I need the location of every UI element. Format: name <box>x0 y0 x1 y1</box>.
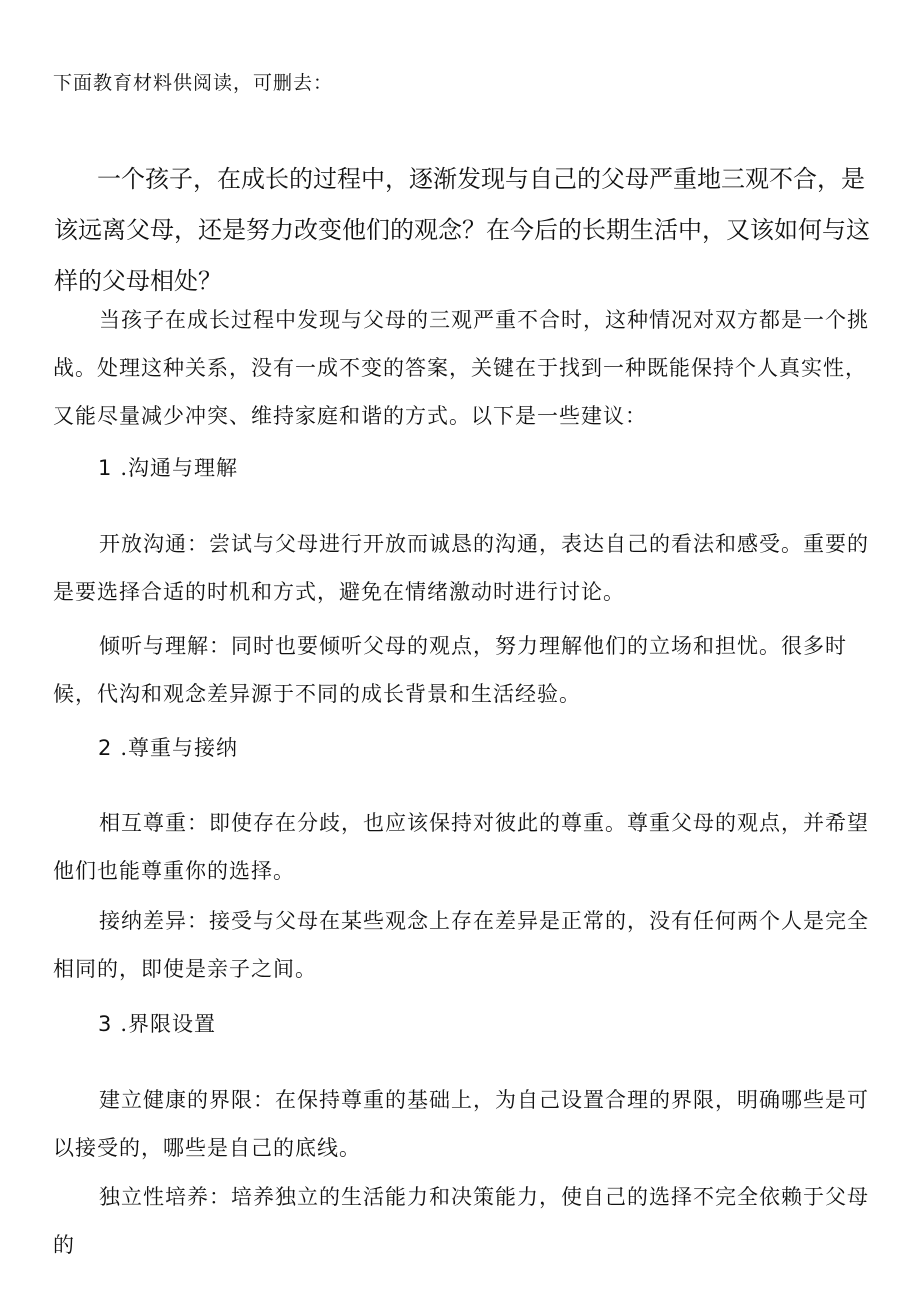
section-heading-2 <box>98 724 238 772</box>
section-number: 3 <box>98 1012 113 1036</box>
section-2-paragraph-1: 相互尊重：即使存在分歧，也应该保持对彼此的尊重。尊重父母的观点，并希望他们也能尊重你的选择。 <box>53 811 869 883</box>
section-number: 1 <box>98 456 113 480</box>
section-heading-1 <box>98 444 238 492</box>
section-1-paragraph-1: 开放沟通：尝试与父母进行开放而诚恳的沟通，表达自己的看法和感受。重要的是要选择合适的时机和方式，避免在情绪激动时进行讨论。 <box>53 532 869 604</box>
section-3-paragraph-1: 建立健康的界限：在保持尊重的基础上，为自己设置合理的界限，明确哪些是可以接受的，哪些是自己的底线。 <box>53 1088 869 1160</box>
section-3-paragraph-2: 独立性培养：培养独立的生活能力和决策能力，使自己的选择不完全依赖于父母的 <box>53 1185 869 1257</box>
removable-notice: 下面教育材料供阅读，可删去： <box>53 72 334 94</box>
section-title: .界限设置 <box>120 1012 217 1036</box>
section-title: .尊重与接纳 <box>120 736 239 760</box>
section-1-paragraph-2: 倾听与理解：同时也要倾听父母的观点，努力理解他们的立场和担忧。很多时候，代沟和观念差异源于不同的成长背景和生活经验。 <box>53 634 847 706</box>
question-heading: 一个孩子，在成长的过程中，逐渐发现与自己的父母严重地三观不合，是该远离父母，还是努力改变他们的观念？在今后的长期生活中，又该如何与这样的父母相处？ <box>54 165 870 295</box>
section-title: .沟通与理解 <box>120 456 239 480</box>
intro-paragraph: 当孩子在成长过程中发现与父母的三观严重不合时，这种情况对双方都是一个挑战。处理这种关系，没有一成不变的答案，关键在于找到一种既能保持个人真实性，又能尽量减少冲突、维持家庭和谐的方式。以下是一些建议： <box>53 308 869 428</box>
section-2-paragraph-2: 接纳差异：接受与父母在某些观念上存在差异是正常的，没有任何两个人是完全相同的，即使是亲子之间。 <box>53 909 869 981</box>
section-number: 2 <box>98 736 113 760</box>
section-heading-3 <box>98 1000 216 1048</box>
